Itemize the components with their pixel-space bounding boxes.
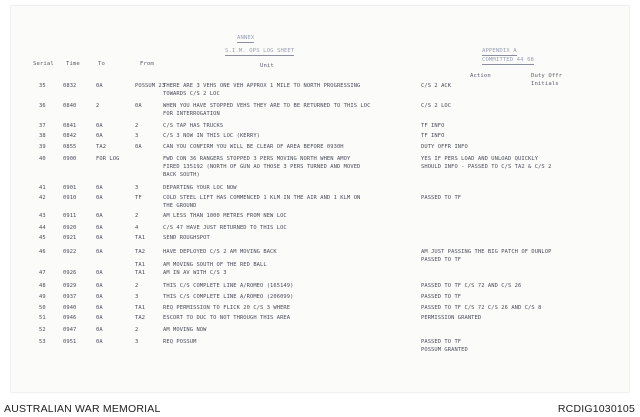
row-serial: 42 [39, 195, 46, 201]
row-to: 0A [96, 83, 103, 89]
appendix-label: APPENDIX A [482, 48, 517, 54]
row-time: 0855 [63, 144, 77, 150]
row-from: TA1 [135, 262, 146, 268]
document-page [11, 6, 629, 392]
row-to: 0A [96, 270, 103, 276]
row-time: 0911 [63, 213, 77, 219]
row-serial: 49 [39, 294, 46, 300]
row-serial: 36 [39, 103, 46, 109]
row-action-text: C/S 2 LOC [421, 103, 452, 109]
row-to: 0A [96, 225, 103, 231]
row-serial: 43 [39, 213, 46, 219]
row-time: 0926 [63, 270, 77, 276]
row-time: 0901 [63, 185, 77, 191]
row-serial: 47 [39, 270, 46, 276]
row-event-text: ESCORT TO DUC TO NOT THROUGH THIS AREA [163, 315, 291, 321]
row-to: 0A [96, 305, 103, 311]
row-from: 0A [135, 103, 142, 109]
row-time: 0920 [63, 225, 77, 231]
row-event-text: CAN YOU CONFIRM YOU WILL BE CLEAR OF AREA BEFORE 0930H [163, 144, 344, 150]
col-to: To [98, 61, 105, 67]
row-to: 0A [96, 315, 103, 321]
row-event-text: C/S TAP HAS TRUCKS [163, 123, 224, 129]
row-time: 0842 [63, 133, 77, 139]
footer-id: RCDIG1030105 [557, 403, 635, 415]
row-action-text: DUTY OFFR INFO [421, 144, 468, 150]
appendix-ref: COMMITTED 44 68 [482, 57, 535, 63]
row-serial: 53 [39, 339, 46, 345]
row-serial: 52 [39, 327, 46, 333]
row-to: 0A [96, 235, 103, 241]
row-to: 0A [96, 195, 103, 201]
sheet-title: S.I.M. OPS LOG SHEET [225, 48, 295, 54]
row-time: 0946 [63, 315, 77, 321]
row-from: 2 [135, 283, 139, 289]
row-event-text: AM LESS THAN 1000 METRES FROM NEW LOC [163, 213, 287, 219]
row-serial: 38 [39, 133, 46, 139]
row-time: 0929 [63, 283, 77, 289]
row-action-text: PASSED TO TF [421, 195, 462, 201]
row-action-text: YES IF PERS LOAD AND UNLOAD QUICKLY [421, 156, 539, 162]
col-duty-offr: Duty Offr [531, 73, 563, 79]
row-time: 0937 [63, 294, 77, 300]
col-action: Action [470, 73, 491, 79]
row-action-text: SHOULD INFO - PASSED TO C/S TA2 & C/S 2 [421, 164, 552, 171]
row-from: 2 [135, 123, 139, 129]
row-to: 0A [96, 249, 103, 255]
col-from: From [140, 61, 154, 67]
row-from: TA1 [135, 270, 146, 276]
col-time: Time [66, 61, 80, 67]
row-event-text: REQ POSSUM [163, 339, 197, 345]
row-event-text: WHEN YOU HAVE STOPPED VEHS THEY ARE TO BE RETURNED TO THIS LOC [163, 103, 371, 109]
row-from: 3 [135, 294, 139, 300]
row-serial: 51 [39, 315, 46, 321]
row-serial: 40 [39, 156, 46, 162]
row-to: 0A [96, 133, 103, 139]
row-action-text: PASSED TO TF C/S 72 C/S 26 AND C/S 8 [421, 305, 542, 311]
row-time: 0922 [63, 249, 77, 255]
row-from: TF [135, 195, 142, 201]
row-time: 0921 [63, 235, 77, 241]
row-to: FOR LOG [96, 156, 120, 162]
row-action-text: POSSUM GRANTED [421, 347, 468, 354]
row-action-text: TF INFO [421, 123, 445, 129]
row-event-text: COLD STEEL LIFT HAS COMMENCED 1 KLM IN THE AIR AND 1 KLM ON [163, 195, 361, 201]
row-action-text: PASSED TO TF [421, 339, 462, 345]
row-to: 0A [96, 294, 103, 300]
row-from: TA1 [135, 235, 146, 241]
row-from: POSSUM 23 [135, 83, 166, 89]
row-action-text: C/S 2 ACK [421, 83, 452, 89]
row-time: 0947 [63, 327, 77, 333]
row-action-text: PASSED TO TF C/S 72 AND C/S 26 [421, 283, 522, 289]
row-event-text: HAVE DEPLOYED C/S 2 AM MOVING BACK [163, 249, 277, 255]
row-action-text: AM JUST PASSING THE BIG PATCH OF DUNLOP [421, 249, 552, 255]
row-to: TA2 [96, 144, 107, 150]
row-serial: 48 [39, 283, 46, 289]
row-serial: 46 [39, 249, 46, 255]
row-to: 0A [96, 339, 103, 345]
row-event-text: THIS C/S COMPLETE LINE A/ROMEO (206099) [163, 294, 294, 300]
row-from: 3 [135, 133, 139, 139]
row-event-text: REQ PERMISSION TO FLICK 20 C/S 3 WHERE [163, 305, 291, 311]
col-initials: Initials [531, 81, 559, 87]
row-time: 0900 [63, 156, 77, 162]
row-event-text: FWD CON 36 RANGERS STOPPED 3 PERS MOVING NORTH WHEN AMOY [163, 156, 351, 162]
unit-label: Unit [260, 63, 274, 69]
row-from: TA2 [135, 315, 146, 321]
row-time: 0840 [63, 103, 77, 109]
row-event-text: SEND ROUGHSPOT [163, 235, 210, 241]
footer-source: AUSTRALIAN WAR MEMORIAL [4, 403, 161, 415]
row-serial: 39 [39, 144, 46, 150]
row-serial: 37 [39, 123, 46, 129]
row-event-text: C/S 3 NOW IN THIS LOC (KERRY) [163, 133, 261, 139]
row-serial: 50 [39, 305, 46, 311]
row-to: 0A [96, 213, 103, 219]
row-action-text: TF INFO [421, 133, 445, 139]
row-event-text: AM IN AV WITH C/S 3 [163, 270, 227, 276]
row-serial: 35 [39, 83, 46, 89]
col-serial: Serial [33, 61, 54, 67]
row-from: 3 [135, 185, 139, 191]
row-time: 0841 [63, 123, 77, 129]
row-action-text: PERMISSION GRANTED [421, 315, 482, 321]
row-from: 3 [135, 339, 139, 345]
row-event-text: DEPARTING YOUR LOC NOW [163, 185, 237, 191]
row-from: TA1 [135, 305, 146, 311]
row-action-text: PASSED TO TF [421, 294, 462, 300]
row-time: 0832 [63, 83, 77, 89]
row-to: 2 [96, 103, 100, 109]
row-event-text: FIRED 135192 (NORTH OF GUN AO THOSE 3 PERS TURNED AND MOVED [163, 164, 361, 171]
row-from: 2 [135, 213, 139, 219]
row-event-text: THERE ARE 3 VEHS ONE VEH APPROX 1 MILE TO NORTH PROGRESSING [163, 83, 361, 89]
row-time: 0940 [63, 305, 77, 311]
row-to: 0A [96, 185, 103, 191]
row-action-text: PASSED TO TF [421, 257, 462, 264]
row-serial: 44 [39, 225, 46, 231]
row-event-text: AM MOVING NOW [163, 327, 207, 333]
row-to: 0A [96, 123, 103, 129]
row-event-text: C/S 47 HAVE JUST RETURNED TO THIS LOC [163, 225, 287, 231]
row-from: 0A [135, 144, 142, 150]
row-event-text: AM MOVING SOUTH OF THE RED BALL [163, 262, 267, 268]
row-event-text: THE GROUND [163, 203, 197, 210]
row-to: 0A [96, 283, 103, 289]
row-event-text: BACK SOUTH) [163, 172, 200, 179]
annex-title: ANNEX [237, 35, 255, 41]
row-time: 0951 [63, 339, 77, 345]
row-from: 2 [135, 327, 139, 333]
row-event-text: FOR INTERROGATION [163, 111, 220, 118]
row-from: TA2 [135, 249, 146, 255]
row-serial: 41 [39, 185, 46, 191]
row-from: 4 [135, 225, 139, 231]
row-serial: 45 [39, 235, 46, 241]
row-time: 0910 [63, 195, 77, 201]
row-event-text: THIS C/S COMPLETE LINE A/ROMEO (165149) [163, 283, 294, 289]
row-to: 0A [96, 327, 103, 333]
row-event-text: TOWARDS C/S 2 LOC [163, 91, 220, 98]
